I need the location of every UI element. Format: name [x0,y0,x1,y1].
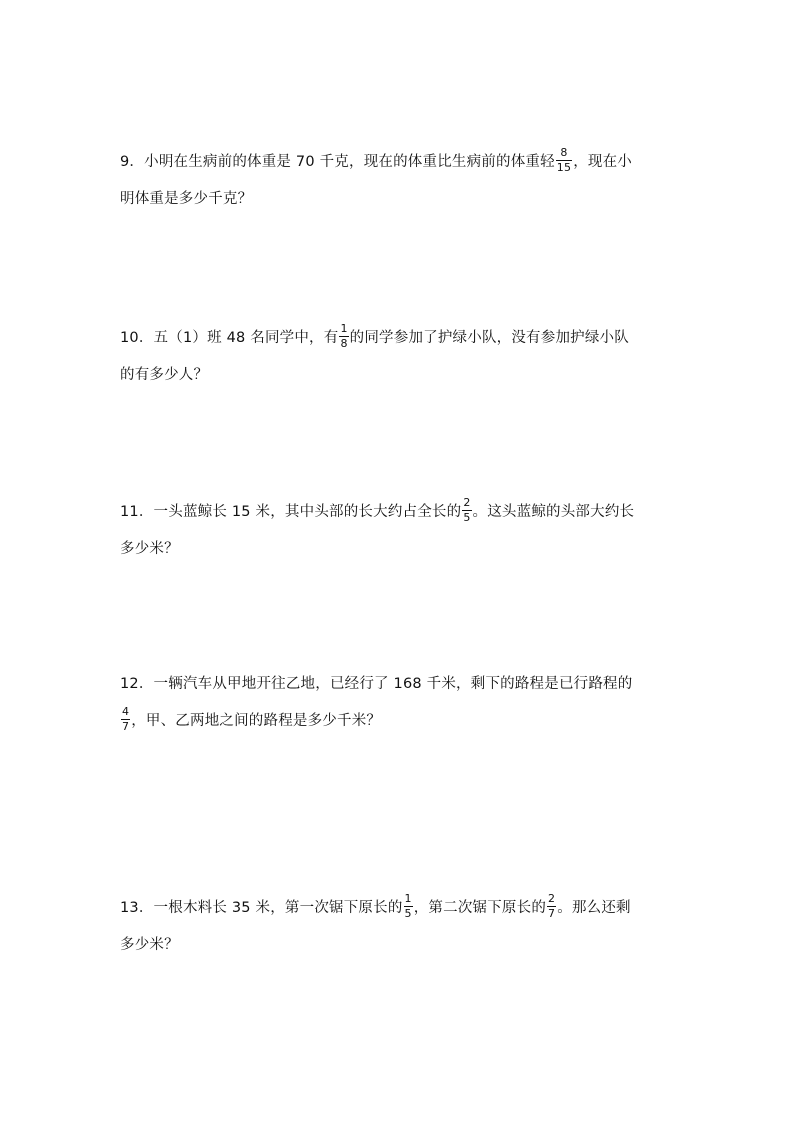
problem-13-text-a: 13．一根木料长 35 米，第一次锯下原长的 [120,900,403,916]
problem-10-text-a: 10．五（1）班 48 名同学中，有 [120,330,339,346]
fraction-denominator: 15 [556,160,572,174]
fraction-numerator: 2 [463,495,471,509]
fraction-numerator: 8 [556,147,572,161]
problem-9 [120,144,680,218]
fraction-denominator: 8 [340,336,348,350]
fraction-denominator: 7 [548,906,556,920]
problem-13-fraction-2 [547,893,556,920]
problem-10 [120,320,680,394]
problem-11-text-a: 11．一头蓝鲸长 15 米，其中头部的长大约占全长的 [120,504,462,520]
fraction-denominator: 7 [122,719,130,733]
problem-10-fraction [339,323,348,350]
problem-12-line-2 [120,703,680,740]
fraction-numerator: 1 [340,321,348,335]
problem-9-text-c: 明体重是多少千克？ [120,191,253,207]
problem-12-text-a: 12．一辆汽车从甲地开往乙地，已经行了 168 千米，剩下的路程是已行路程的 [120,676,633,692]
fraction-denominator: 5 [463,510,471,524]
problem-11-text-c: 多少米？ [120,541,179,557]
problem-9-text-a: 9．小明在生病前的体重是 70 千克，现在的体重比生病前的体重轻 [120,154,555,170]
problem-13 [120,890,680,964]
problem-9-text-b: ，现在小 [573,154,633,170]
problem-13-text-b: ，第二次锯下原长的 [413,900,547,916]
fraction-numerator: 2 [548,891,556,905]
problem-13-text-c: 。那么还剩 [557,900,631,916]
problem-13-text-d: 多少米？ [120,937,179,953]
problem-13-fraction-1 [404,893,413,920]
problem-10-text-c: 的有多少人？ [120,367,209,383]
problem-11-text-b: 。这头蓝鲸的头部大约长 [472,504,635,520]
problem-11-fraction [462,497,471,524]
problem-10-text-b: 的同学参加了护绿小队，没有参加护绿小队 [349,330,629,346]
problem-9-fraction [556,147,572,174]
fraction-denominator: 5 [404,906,412,920]
problem-12 [120,666,680,740]
problem-11 [120,494,680,568]
fraction-numerator: 4 [122,704,130,718]
fraction-numerator: 1 [404,891,412,905]
problem-12-text-b: ，甲、乙两地之间的路程是多少千米？ [131,713,382,729]
problem-12-fraction [121,706,130,733]
